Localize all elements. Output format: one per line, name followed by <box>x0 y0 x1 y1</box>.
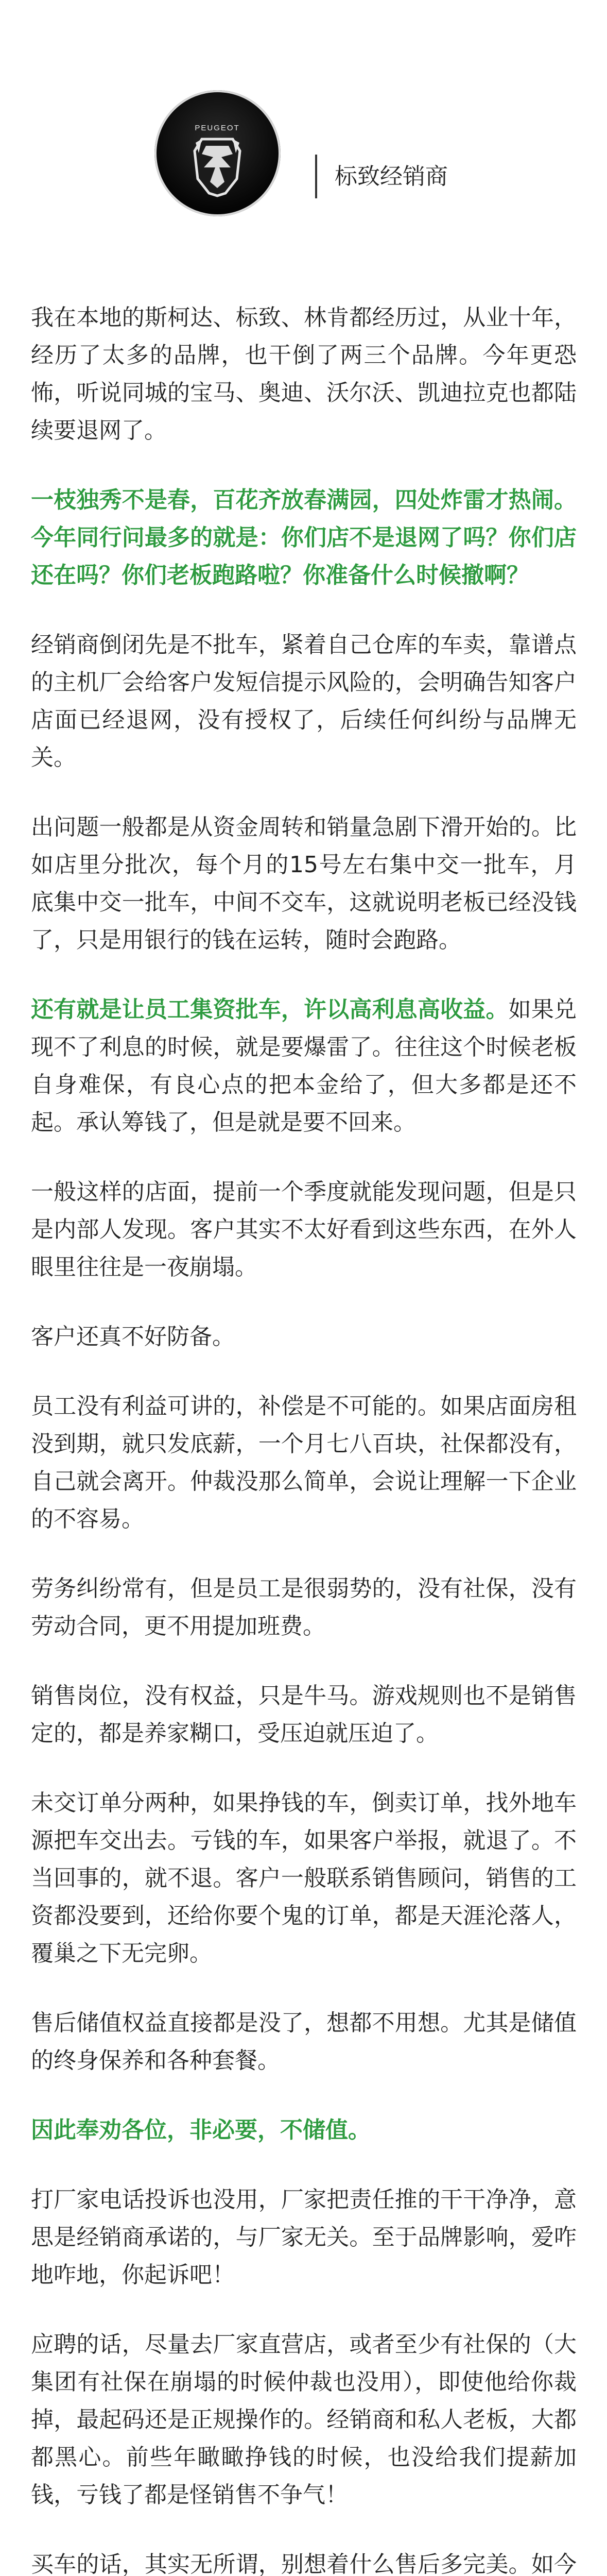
article-paragraph <box>31 1570 577 1645</box>
article-paragraph <box>31 2004 577 2079</box>
article-paragraph <box>31 808 577 959</box>
article-paragraph <box>31 2326 577 2514</box>
paragraph-text: 买车的话，其实无所谓，别想着什么售后多完美。如今 <box>31 2551 577 2576</box>
paragraph-text: 员工没有利益可讲的，补偿是不可能的。如果店面房租没到期，就只发底薪，一个月七八百块，社保都没有，自己就会离开。仲裁没那么简单，会说让理解一下企业的不容易。 <box>31 1393 577 1532</box>
article-paragraph <box>31 299 577 449</box>
paragraph-text: 应聘的话，尽量去厂家直营店，或者至少有社保的（大集团有社保在崩塌的时候仲裁也没用），即使他给你裁掉，最起码还是正规操作的。经销商和私人老板，大都都黑心。前些年瞰瞰挣钱的时候，也没给我们提薪加钱，亏钱了都是怪销售不争气！ <box>31 2331 577 2508</box>
article-paragraph <box>31 2181 577 2294</box>
paragraph-text: 销售岗位，没有权益，只是牛马。游戏规则也不是销售定的，都是养家糊口，受压迫就压迫了。 <box>31 1683 577 1747</box>
article-paragraph <box>31 991 577 1141</box>
highlighted-text: 一枝独秀不是春，百花齐放春满园，四处炸雷才热闹。今年同行问最多的就是：你们店不是退网了吗？你们店还在吗？你们老板跑路啦？你准备什么时候撤啊？ <box>31 487 577 588</box>
highlighted-text: 因此奉劝各位，非必要，不储值。 <box>31 2117 371 2143</box>
article-body <box>31 299 577 2576</box>
peugeot-lion-logo-icon[interactable] <box>154 90 281 216</box>
highlighted-text: 还有就是让员工集资批车，许以高利息高收益。 <box>31 996 509 1023</box>
article-paragraph <box>31 2546 577 2576</box>
paragraph-text: 出问题一般都是从资金周转和销量急剧下滑开始的。比如店里分批次，每个月的15号左右集中交一批车，月底集中交一批车，中间不交车，这就说明老板已经没钱了，只是用银行的钱在运转，随时会跑路。 <box>31 814 577 953</box>
paragraph-text: 一般这样的店面，提前一个季度就能发现问题，但是只是内部人发现。客户其实不太好看到这些东西，在外人眼里往往是一夜崩塌。 <box>31 1179 577 1280</box>
article-paragraph <box>31 1677 577 1752</box>
paragraph-text: 打厂家电话投诉也没用，厂家把责任推的干干净净，意思是经销商承诺的，与厂家无关。至于品牌影响，爱咋地咋地，你起诉吧！ <box>31 2187 577 2288</box>
article-paragraph <box>31 1173 577 1286</box>
paragraph-text: 经销商倒闭先是不批车，紧着自己仓库的车卖，靠谱点的主机厂会给客户发短信提示风险的，会明确告知客户店面已经退网，没有授权了，后续任何纠纷与品牌无关。 <box>31 632 577 771</box>
lion-emblem-icon <box>154 90 281 216</box>
paragraph-text: 未交订单分两种，如果挣钱的车，倒卖订单，找外地车源把车交出去。亏钱的车，如果客户举报，就退了。不当回事的，就不退。客户一般联系销售顾问，销售的工资都没要到，还给你要个鬼的订单，都是天涯沦落人，覆巢之下无完卵。 <box>31 1790 577 1967</box>
paragraph-text: 售后储值权益直接都是没了，想都不用想。尤其是储值的终身保养和各种套餐。 <box>31 2010 577 2074</box>
paragraph-text: 我在本地的斯柯达、标致、林肯都经历过，从业十年，经历了太多的品牌，也干倒了两三个品牌。今年更恐怖，听说同城的宝马、奥迪、沃尔沃、凯迪拉克也都陆续要退网了。 <box>31 304 577 444</box>
article-paragraph <box>31 1387 577 1538</box>
article-header <box>0 0 607 268</box>
article-paragraph <box>31 1318 577 1355</box>
article-paragraph <box>31 626 577 776</box>
paragraph-text: 客户还真不好防备。 <box>31 1324 235 1350</box>
paragraph-text: 如果兑现不了利息的时候，就是要爆雷了。往往这个时候老板自身难保，有良心点的把本金给了，但大多都是还不起。承认筹钱了，但是就是要不回来。 <box>31 996 577 1136</box>
article-paragraph <box>31 2111 577 2149</box>
account-name: 标致经销商 <box>335 163 448 190</box>
paragraph-text: 劳务纠纷常有，但是员工是很弱势的，没有社保，没有劳动合同，更不用提加班费。 <box>31 1575 577 1639</box>
article-paragraph <box>31 1784 577 1972</box>
logo-text: PEUGEOT <box>195 124 240 132</box>
header-divider <box>315 155 317 198</box>
article-paragraph <box>31 481 577 594</box>
